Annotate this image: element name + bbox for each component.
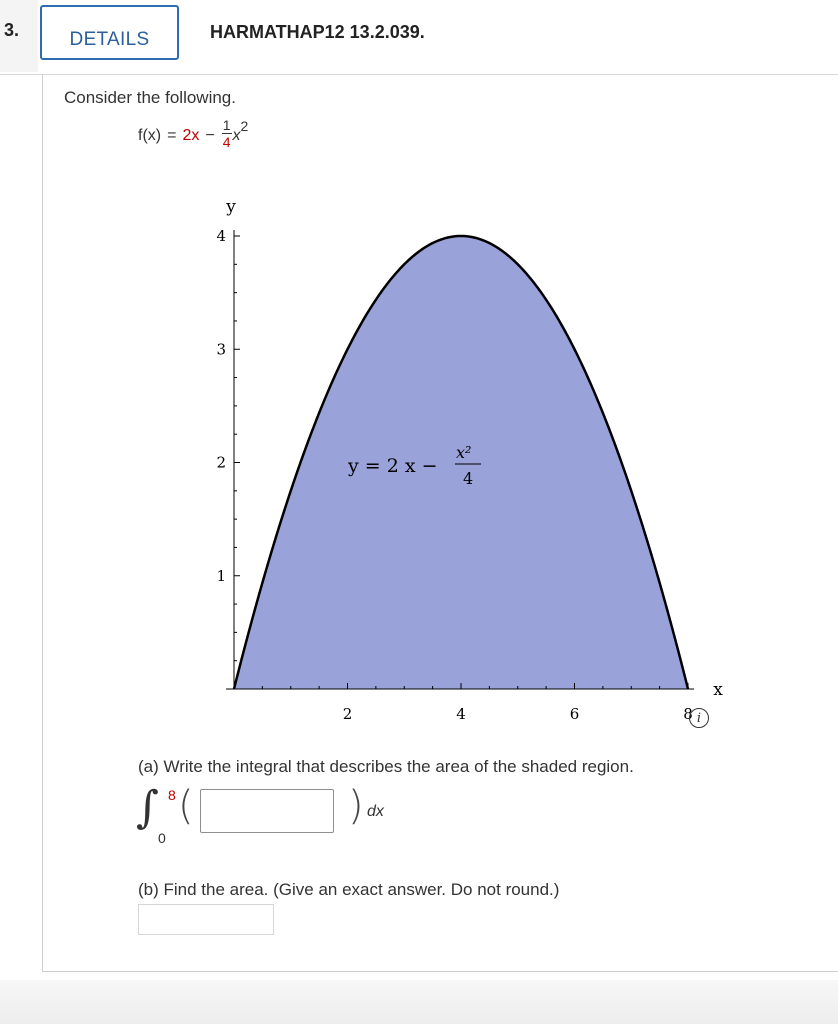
fraction-numerator: 1 <box>222 117 231 133</box>
question-body <box>42 74 838 972</box>
curve-label-lhs: y = 2 x − <box>348 455 438 477</box>
fraction-denominator: 4 <box>222 134 231 150</box>
part-a-prompt: (a) Write the integral that describes the area of the shaded region. <box>138 757 634 776</box>
function-lhs: f(x) <box>138 126 162 144</box>
curve-label-denominator: 4 <box>463 469 474 488</box>
function-equals: = <box>167 126 177 144</box>
x-tick-label: 8 <box>683 705 693 723</box>
question-number: 3. <box>0 0 38 72</box>
curve-label-numerator: x² <box>456 443 472 462</box>
question-code: HARMATHAP12 13.2.039. <box>210 22 425 42</box>
y-tick-label: 4 <box>216 227 226 245</box>
x-axis-label: x <box>713 680 723 700</box>
intro-text: Consider the following. <box>64 88 236 107</box>
function-fraction <box>222 118 232 149</box>
function-variable: x <box>232 126 241 144</box>
integral-expression <box>136 782 436 846</box>
y-tick-label: 3 <box>216 340 226 359</box>
function-term1: 2x <box>182 126 200 144</box>
part-b-prompt: (b) Find the area. (Give an exact answer. Do not round.) <box>138 880 560 899</box>
integral-lower-limit: 0 <box>158 830 166 846</box>
details-button[interactable]: DETAILS <box>40 5 179 60</box>
dx-label: dx <box>367 803 384 820</box>
right-paren: ) <box>348 783 364 829</box>
x-tick-label: 2 <box>342 705 353 723</box>
function-definition <box>138 117 249 151</box>
shaded-region <box>234 236 688 689</box>
integral-upper-limit: 8 <box>168 787 176 803</box>
integral-sign: ∫ <box>136 782 159 833</box>
x-tick-label: 4 <box>456 705 466 723</box>
footer-bar <box>0 980 838 1024</box>
info-icon[interactable]: i <box>689 708 709 728</box>
area-answer-input[interactable] <box>138 904 274 935</box>
x-tick-label: 6 <box>569 705 580 723</box>
function-exponent: 2 <box>240 117 249 134</box>
y-tick-label: 1 <box>216 566 226 585</box>
y-axis-label: y <box>226 197 236 217</box>
integrand-input[interactable] <box>200 789 334 833</box>
left-paren: ( <box>178 783 194 829</box>
function-minus: − <box>205 126 215 144</box>
area-chart <box>143 194 763 724</box>
y-tick-label: 2 <box>216 453 226 472</box>
